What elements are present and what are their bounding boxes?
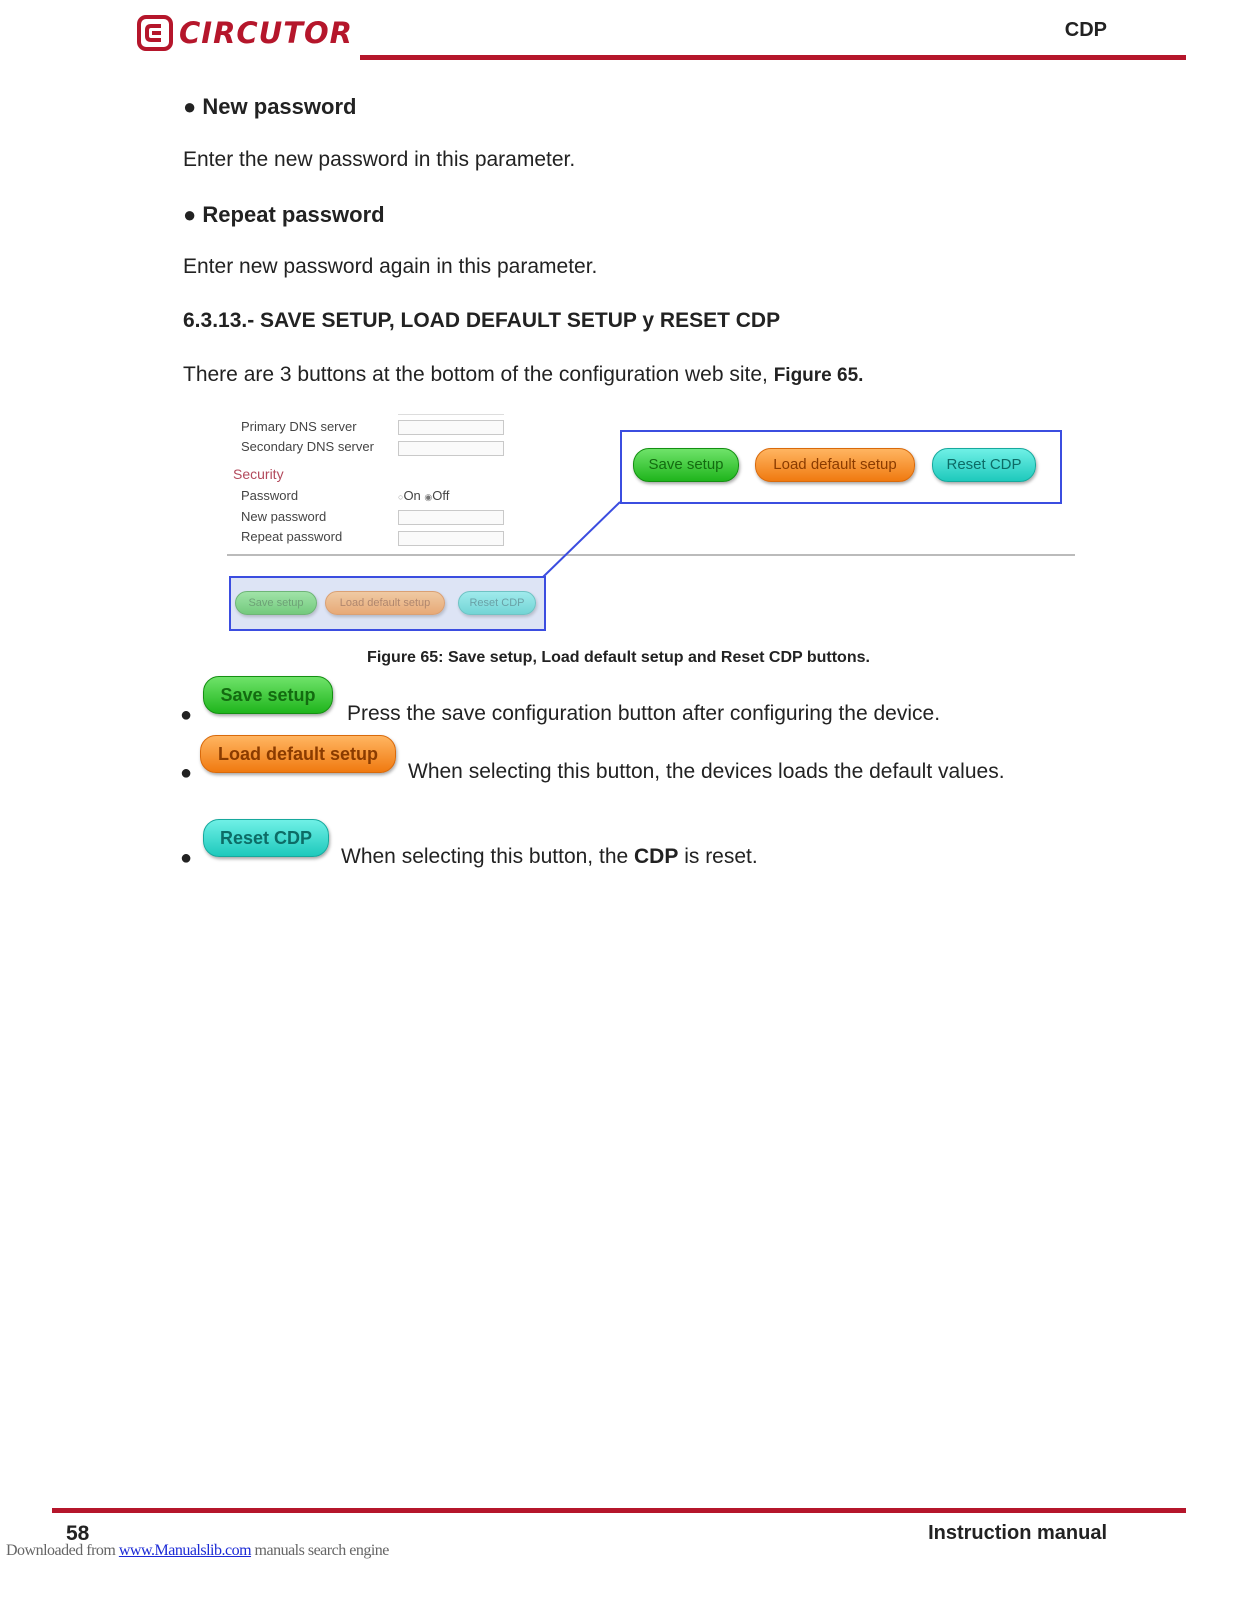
header-title: CDP — [1064, 19, 1107, 41]
reset-cdp-description: When selecting this button, the CDP is reset. — [341, 845, 758, 868]
figure-ref: Figure 65. — [773, 365, 864, 386]
bullet-icon: ● — [180, 762, 193, 784]
bullet-icon: ● — [180, 704, 193, 726]
intro-paragraph: There are 3 buttons at the bottom of the configuration web site, Figure 65. — [183, 363, 864, 386]
load-default-setup-button[interactable]: Load default setup — [200, 735, 396, 773]
load-default-description: When selecting this button, the devices loads the default values. — [408, 760, 1005, 783]
repeat-password-text: Enter new password again in this parameter. — [183, 255, 598, 278]
figure-save-button-small: Save setup — [235, 591, 317, 615]
new-password-text: Enter the new password in this parameter. — [183, 148, 576, 171]
repeat-password-label: Repeat password — [241, 529, 343, 544]
page-number: 58 — [66, 1522, 90, 1545]
footer-rule — [52, 1508, 1186, 1513]
footer-title: Instruction manual — [928, 1522, 1107, 1544]
manualslib-link[interactable]: www.Manualslib.com — [118, 1542, 252, 1559]
password-label: Password — [241, 488, 299, 503]
primary-dns-label: Primary DNS server — [241, 419, 357, 434]
figure-save-button: Save setup — [633, 448, 739, 482]
circutor-logo-icon — [137, 15, 173, 51]
brand-name: CIRCUTOR — [179, 16, 353, 50]
repeat-password-heading: ● Repeat password — [183, 202, 385, 227]
radio-off-icon: ◉ — [424, 492, 433, 502]
circutor-logo — [137, 14, 353, 52]
figure-load-button: Load default setup — [755, 448, 915, 482]
figure-caption: Figure 65: Save setup, Load default setup and Reset CDP buttons. — [367, 649, 870, 666]
security-label: Security — [233, 466, 284, 482]
figure-reset-button-small: Reset CDP — [458, 591, 536, 615]
figure-reset-button: Reset CDP — [932, 448, 1036, 482]
new-password-heading: ● New password — [183, 94, 357, 119]
bullet-icon: ● — [183, 94, 203, 119]
radio-on-icon: ○ — [398, 492, 404, 502]
password-radio-group: ○On ◉Off — [398, 488, 450, 503]
figure-load-button-small: Load default setup — [325, 591, 445, 615]
header-rule — [360, 55, 1186, 60]
bullet-icon: ● — [180, 847, 193, 869]
save-setup-description: Press the save configuration button after configuring the device. — [347, 702, 941, 725]
reset-cdp-button[interactable]: Reset CDP — [203, 819, 329, 857]
save-setup-button[interactable]: Save setup — [203, 676, 333, 714]
secondary-dns-label: Secondary DNS server — [241, 439, 374, 454]
figure-65 — [235, 420, 1105, 645]
new-password-label: New password — [241, 509, 327, 524]
section-title: 6.3.13.- SAVE SETUP, LOAD DEFAULT SETUP y RESET CDP — [183, 309, 781, 332]
bullet-icon: ● — [183, 202, 203, 227]
download-notice: Downloaded from www.Manualslib.com manuals search engine — [6, 1542, 389, 1559]
